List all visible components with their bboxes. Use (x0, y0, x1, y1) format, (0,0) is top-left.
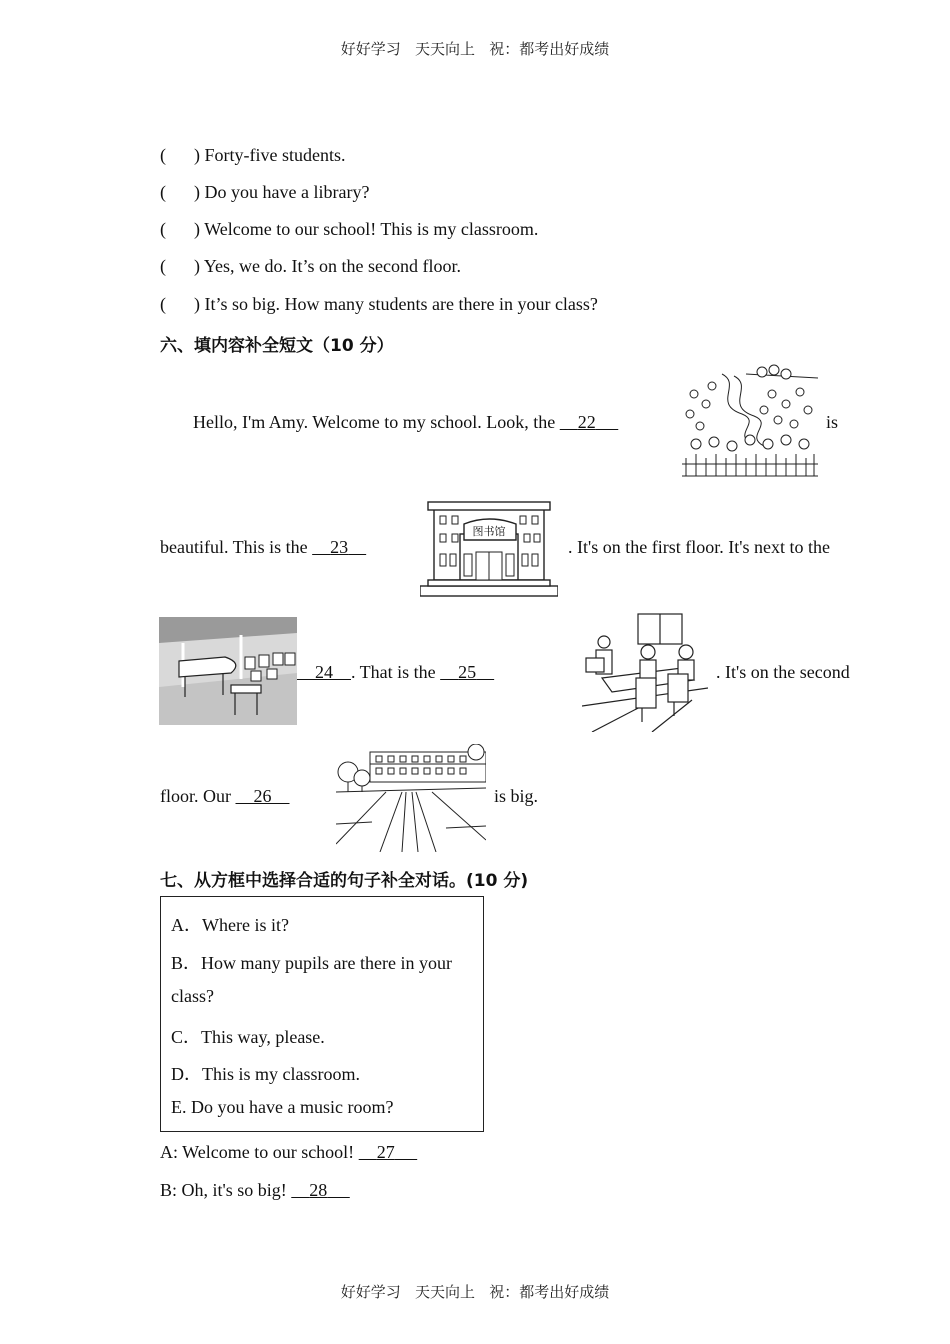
passage-text: . It's on the second (716, 662, 850, 682)
passage-line-1: Hello, I'm Amy. Welcome to my school. Look, the 22 (193, 412, 618, 433)
option-d: D．This is my classroom. (171, 1064, 360, 1084)
option-e: E. Do you have a music room? (171, 1097, 394, 1117)
playground-picture (336, 744, 486, 852)
passage-line-4: floor. Our 26 (160, 786, 290, 807)
garden-picture (682, 364, 818, 478)
ordering-item: ( ) Welcome to our school! This is my classroom. (160, 219, 539, 239)
section7-heading: 七、从方框中选择合适的句子补全对话。(10 分) (160, 871, 529, 891)
options-box (160, 896, 484, 1132)
blank-28: 28 (309, 1180, 328, 1200)
passage-text: is (826, 412, 839, 432)
library-picture (420, 494, 558, 598)
option-b-continued: class? (171, 986, 214, 1006)
passage-line-2: beautiful. This is the 23 (160, 537, 366, 558)
ordering-item: ( ) Forty-five students. (160, 145, 346, 165)
ordering-item: ( ) Do you have a library? (160, 182, 370, 202)
blank-27: 27 (376, 1142, 395, 1162)
classroom-picture (582, 608, 708, 732)
library-sign: 图书馆 (472, 525, 506, 538)
music-room-picture (159, 617, 297, 725)
option-a: A．Where is it? (171, 915, 289, 935)
ordering-item: ( ) Yes, we do. It’s on the second floor. (160, 256, 461, 276)
passage-text: . It's on the first floor. It's next to the (568, 537, 830, 557)
blank-25: 25 (458, 662, 477, 682)
section6-heading: 六、填内容补全短文（10 分） (160, 336, 394, 356)
passage-text: is big. (494, 786, 539, 806)
dialog-line: B: Oh, it's so big! 28 (160, 1180, 350, 1201)
dialog-line: A: Welcome to our school! 27 (160, 1142, 417, 1163)
blank-23: 23 (330, 537, 349, 557)
option-b: B．How many pupils are there in your (171, 953, 452, 973)
passage-line-3: 24 . That is the 25 (297, 662, 494, 683)
option-c: C．This way, please. (171, 1027, 325, 1047)
blank-22: 22 (577, 412, 596, 432)
page-footer: 好好学习 天天向上 祝：都考出好成绩 (340, 1283, 610, 1301)
ordering-item: ( ) It’s so big. How many students are there in your class? (160, 294, 598, 314)
blank-26: 26 (253, 786, 272, 806)
blank-24: 24 (315, 662, 333, 682)
page-header: 好好学习 天天向上 祝：都考出好成绩 (340, 40, 610, 58)
